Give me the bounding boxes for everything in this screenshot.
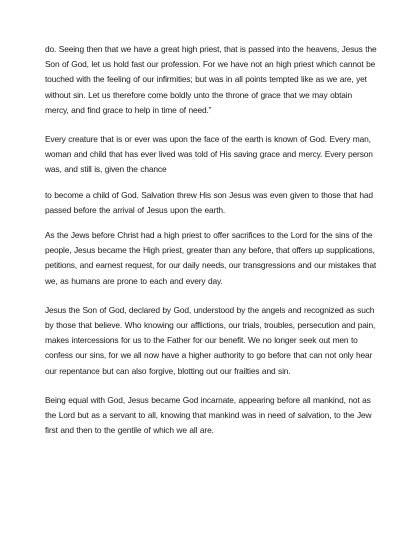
document-page [45,42,377,452]
paragraph-6: Being equal with God, Jesus became God incarnate, appearing before all mankind, not as the Lord but as a servant to all, knowing that mankind was in need of salvation, to the Jew first and then to the gentile of which we all are. [45,394,372,436]
paragraph-4: As the Jews before Christ had a high priest to offer sacrifices to the Lord for the sins of the people, Jesus became the High priest, greater than any before, that offers up supplications, petitions, and earnest request, for our daily needs, our transgressions and our mistakes that we, as humans are prone to each and every day. [45,230,377,286]
paragraph-3: to become a child of God. Salvation threw His son Jesus was even given to those that had passed before the arrival of Jesus upon the earth. [45,189,373,215]
paragraph-2: Every creature that is or ever was upon the face of the earth is known of God. Every man, woman and child that has ever lived was told of His saving grace and mercy. Every person was, and still is, given the chance [45,134,373,175]
paragraph-5: Jesus the Son of God, declared by God, understood by the angels and recognized as such by those that believe. Who knowing our afflictions, our trials, troubles, persecution and pain, makes intercessions for us to the Father for our benefit. We no longer seek out men to confess our sins, for we all now have a higher authority to go before that can not only hear our repentance but can also forgive, blotting out our frailties and sin. [45,304,376,376]
paragraph-1: do. Seeing then that we have a great high priest, that is passed into the heavens, Jesus the Son of God, let us hold fast our profession. For we have not an high priest which cannot be touched with the feeling of our infirmities; but was in all points tempted like as we are, yet without sin. Let us therefore come boldly unto the throne of grace that we may obtain mercy, and find grace to help in time of need.” [45,44,377,115]
